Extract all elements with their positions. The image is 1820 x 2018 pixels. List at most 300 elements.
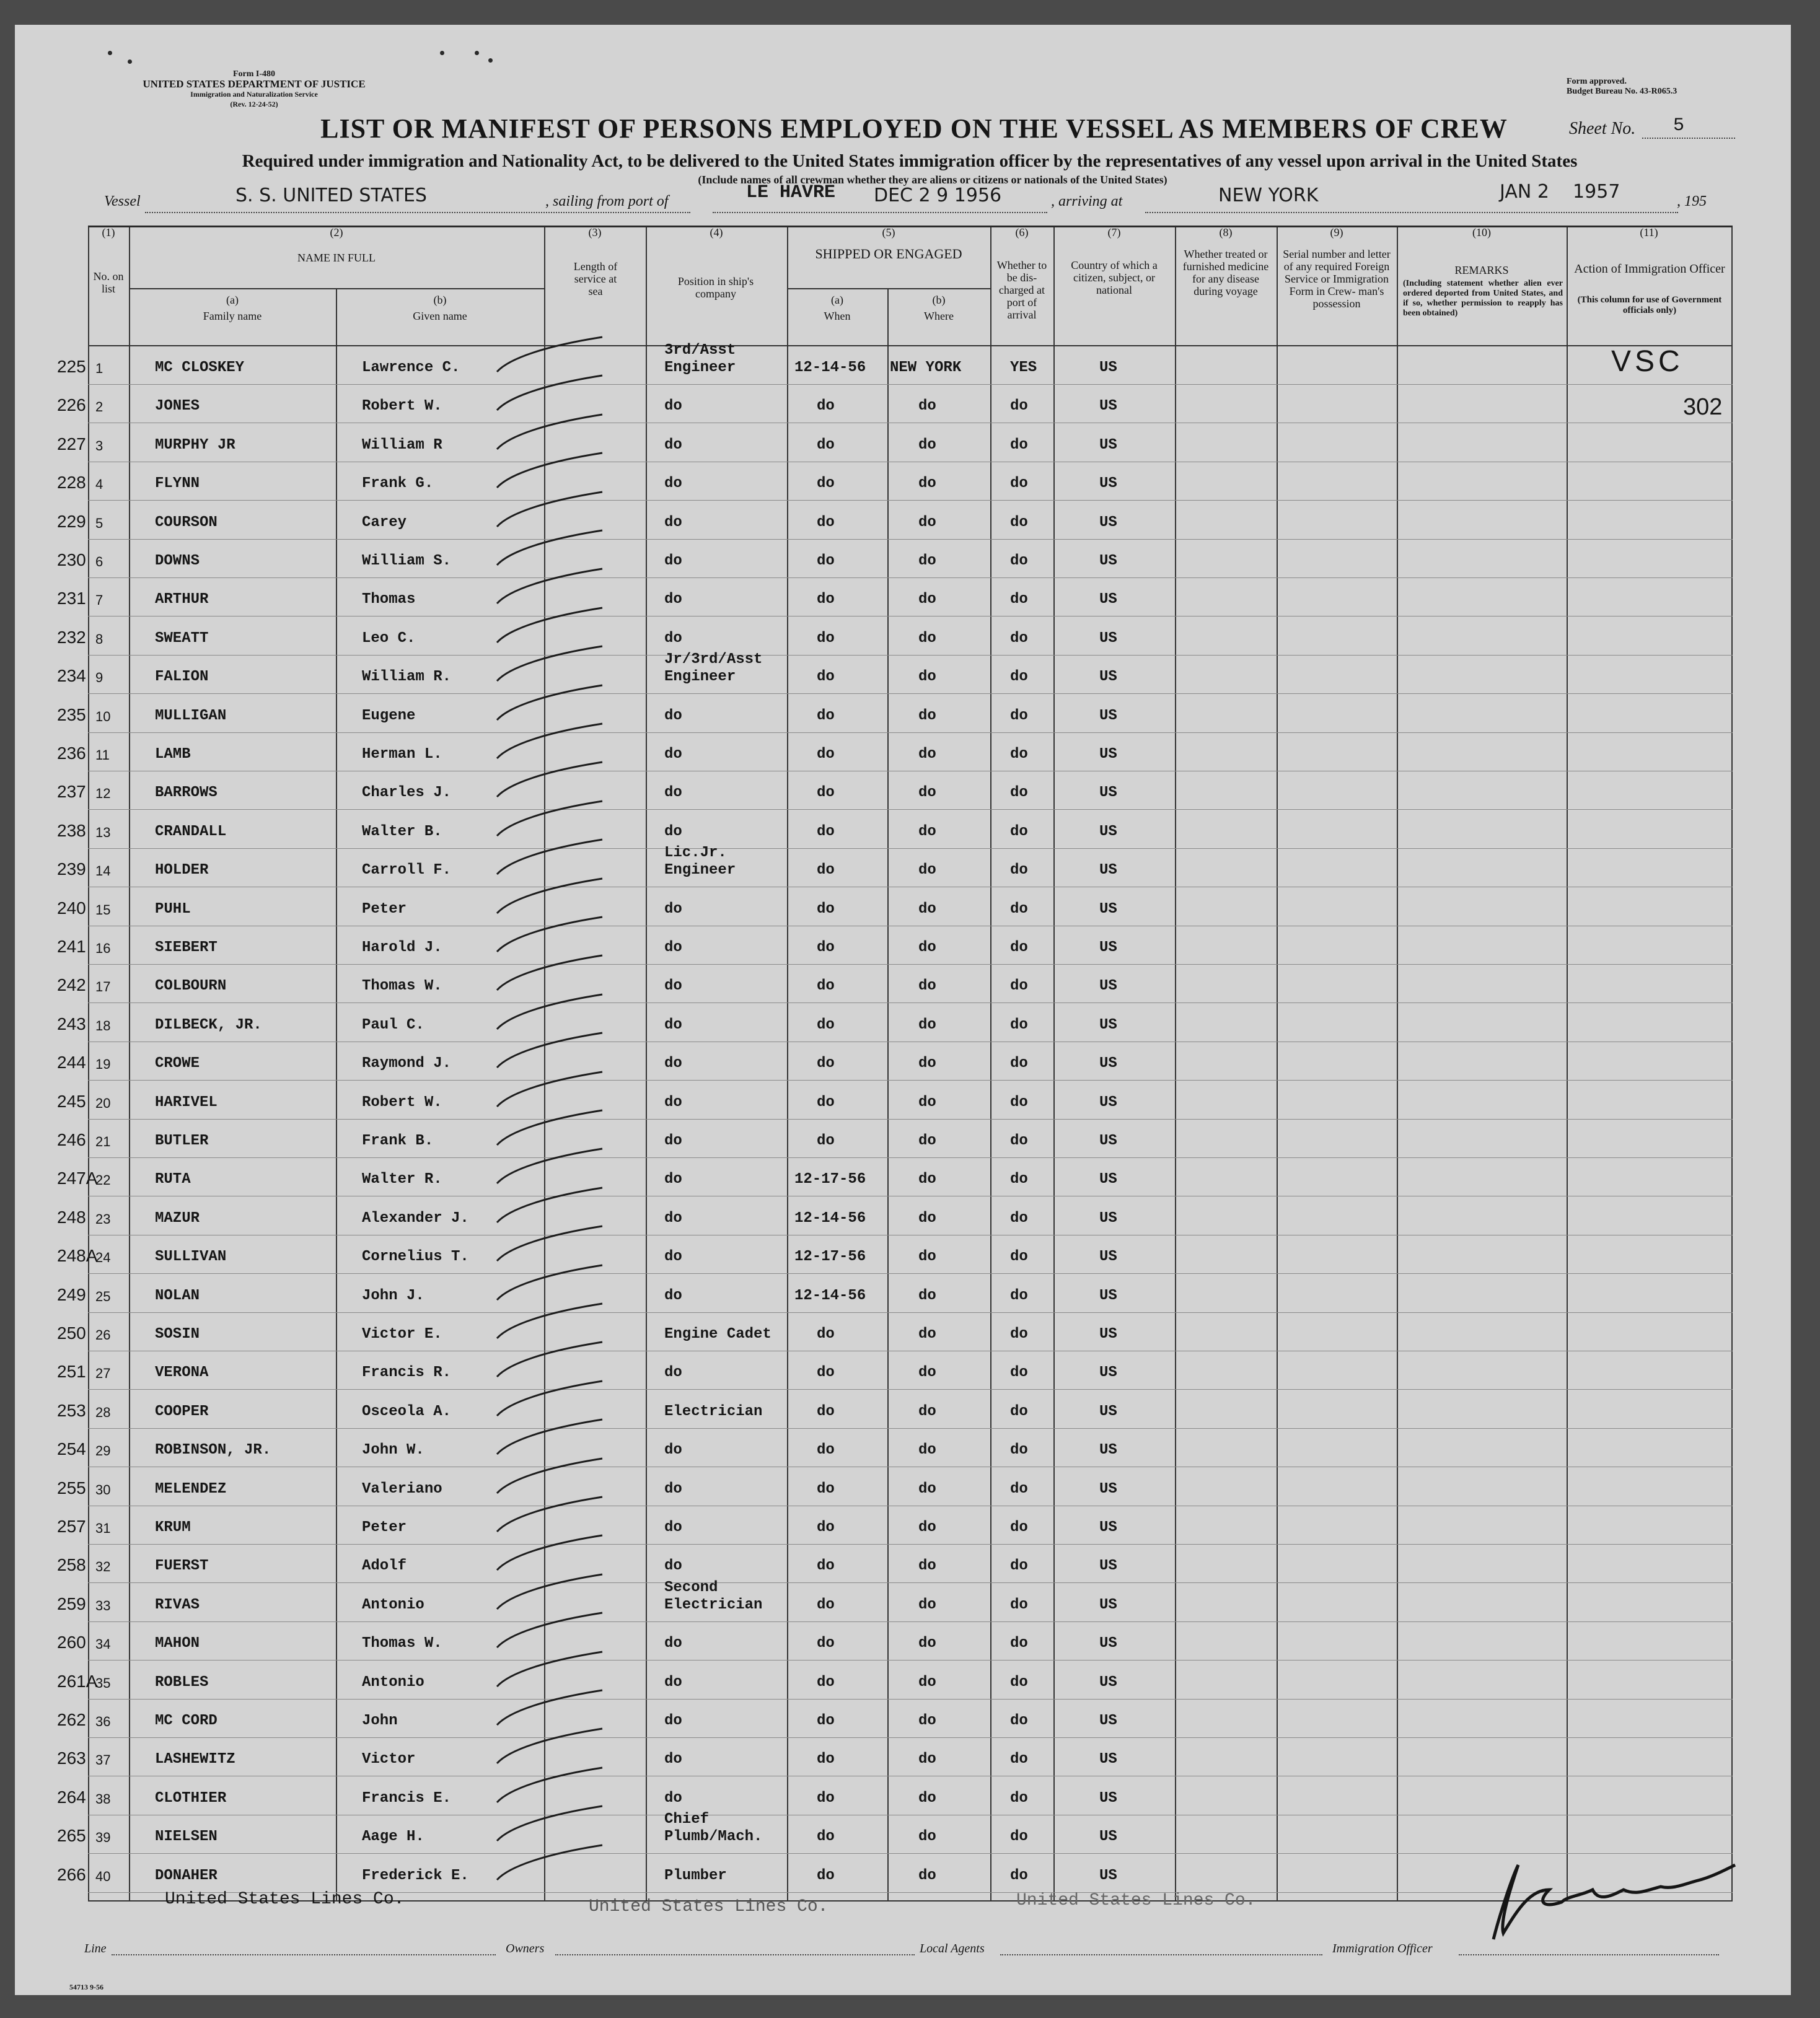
position: do	[664, 1635, 682, 1652]
citizenship-country: US	[1099, 1442, 1117, 1459]
shipped-when: do	[817, 1481, 835, 1498]
list-ref-number: 228	[57, 473, 86, 492]
list-ref-number: 239	[57, 859, 86, 879]
shipped-when: do	[817, 1635, 835, 1652]
citizenship-country: US	[1099, 1326, 1117, 1343]
pen-check-mark	[491, 1068, 615, 1112]
discharged-flag: do	[1010, 514, 1028, 531]
discharged-flag: do	[1010, 978, 1028, 994]
given-name: Walter R.	[362, 1171, 442, 1188]
given-name: Thomas W.	[362, 1635, 442, 1652]
col-num-4: (4)	[710, 226, 723, 239]
table-row	[57, 887, 1733, 926]
citizenship-country: US	[1099, 475, 1117, 492]
family-name: DILBECK, JR.	[155, 1017, 262, 1033]
position: Electrician	[664, 1403, 763, 1420]
row-number: 28	[95, 1405, 111, 1420]
list-ref-number: 255	[57, 1478, 86, 1498]
service-name: Immigration and Naturalization Service	[190, 90, 318, 99]
row-number: 40	[95, 1869, 111, 1884]
family-name: SULLIVAN	[155, 1248, 227, 1265]
given-name: Peter	[362, 901, 407, 918]
pen-check-mark	[491, 875, 615, 918]
port-from: LE HAVRE	[746, 182, 836, 203]
shipped-where: do	[918, 669, 936, 685]
pen-check-mark	[491, 1764, 615, 1807]
table-row	[57, 844, 1733, 887]
row-number: 3	[95, 438, 103, 454]
discharged-flag: do	[1010, 746, 1028, 763]
shipped-where: do	[918, 1133, 936, 1149]
scan-speck	[128, 59, 132, 64]
citizenship-country: US	[1099, 1635, 1117, 1652]
where-letter: (b)	[932, 294, 946, 306]
port-to: NEW YORK	[1218, 185, 1319, 206]
include-note: (Include names of all crewman whether they are aliens or citizens or nationals of the United States)	[698, 173, 1167, 186]
list-ref-number: 249	[57, 1285, 86, 1304]
given-name: Osceola A.	[362, 1403, 452, 1420]
table-row	[57, 1351, 1733, 1390]
position: do	[664, 1210, 682, 1227]
position: do	[664, 1790, 682, 1807]
citizenship-country: US	[1099, 1674, 1117, 1691]
shipped-when: do	[817, 901, 835, 918]
print-code: 54713 9-56	[69, 1983, 103, 1991]
given-name: William R	[362, 437, 442, 454]
pen-stroke	[497, 1381, 602, 1416]
shipped-where: do	[918, 823, 936, 840]
col-num-11: (11)	[1640, 226, 1658, 239]
pen-check-mark	[491, 1184, 615, 1227]
discharged-flag: do	[1010, 1867, 1028, 1884]
table-row	[57, 1081, 1733, 1120]
pen-stroke	[497, 1845, 602, 1880]
given-name: Francis R.	[362, 1364, 452, 1381]
position: do	[664, 437, 682, 454]
citizenship-country: US	[1099, 1094, 1117, 1111]
row-number: 1	[95, 361, 103, 376]
row-number: 19	[95, 1056, 111, 1072]
position: Plumb/Mach.	[664, 1828, 763, 1845]
row-number: 35	[95, 1675, 111, 1691]
pen-check-mark	[491, 1222, 615, 1266]
given-name: Frank B.	[362, 1133, 434, 1149]
pen-stroke	[497, 879, 602, 913]
pen-stroke	[497, 840, 602, 874]
table-row	[57, 1390, 1733, 1429]
family-name: CLOTHIER	[155, 1790, 227, 1807]
table-row	[57, 1579, 1733, 1622]
pen-stroke	[497, 762, 602, 797]
pen-stroke	[497, 337, 602, 372]
where-header: Where	[924, 310, 954, 322]
shipped-when: do	[817, 1674, 835, 1691]
position: do	[664, 398, 682, 415]
shipped-when: do	[817, 514, 835, 531]
discharged-flag: do	[1010, 1713, 1028, 1729]
shipped-where: do	[918, 784, 936, 801]
pen-stroke	[497, 1768, 602, 1802]
pen-check-mark	[491, 758, 615, 802]
shipped-where: do	[918, 1248, 936, 1265]
shipped-when: do	[817, 591, 835, 608]
table-row	[57, 964, 1733, 1003]
shipped-when: 12-14-56	[794, 1210, 866, 1227]
citizenship-country: US	[1099, 398, 1117, 415]
row-number: 27	[95, 1366, 111, 1381]
row-number: 7	[95, 592, 103, 608]
given-name: Carroll F.	[362, 862, 452, 879]
shipped-where: do	[918, 1481, 936, 1498]
shipped-when: do	[817, 862, 835, 879]
pen-check-mark	[491, 682, 615, 725]
shipped-where: do	[918, 1442, 936, 1459]
pen-stroke	[497, 453, 602, 488]
discharged-flag: do	[1010, 475, 1028, 492]
shipped-when: do	[817, 1828, 835, 1845]
position: do	[664, 784, 682, 801]
shipped-when: do	[817, 630, 835, 647]
given-name: Paul C.	[362, 1017, 424, 1033]
shipped-when: do	[817, 978, 835, 994]
shipped-where: do	[918, 1867, 936, 1884]
pen-check-mark	[491, 333, 615, 377]
table-row	[57, 1157, 1733, 1196]
family-name: BARROWS	[155, 784, 218, 801]
shipped-where: do	[918, 939, 936, 956]
pen-stroke	[497, 646, 602, 681]
pen-stroke	[497, 1652, 602, 1687]
shipped-where: do	[918, 1017, 936, 1033]
shipped-where: do	[918, 514, 936, 531]
pen-check-mark	[491, 488, 615, 532]
pen-stroke	[497, 530, 602, 565]
family-name: MAZUR	[155, 1210, 200, 1227]
citizenship-country: US	[1099, 978, 1117, 994]
position: do	[664, 1017, 682, 1033]
shipped-where: do	[918, 1828, 936, 1845]
pen-stroke	[497, 1497, 602, 1532]
position: do	[664, 901, 682, 918]
citizenship-country: US	[1099, 1288, 1117, 1304]
position: do	[664, 1055, 682, 1072]
citizenship-country: US	[1099, 1790, 1117, 1807]
table-row	[57, 1312, 1733, 1351]
list-ref-number: 248A	[57, 1246, 98, 1265]
family-name: JONES	[155, 398, 200, 415]
family-name: MC CLOSKEY	[155, 359, 245, 376]
given-name: Frederick E.	[362, 1867, 469, 1884]
row-number: 25	[95, 1289, 111, 1304]
owners-dotted	[555, 1954, 915, 1955]
action-annotation: 302	[1683, 394, 1723, 420]
family-name: ROBLES	[155, 1674, 209, 1691]
citizenship-country: US	[1099, 1713, 1117, 1729]
shipped-when: do	[817, 823, 835, 840]
citizenship-country: US	[1099, 1171, 1117, 1188]
table-row	[57, 1003, 1733, 1042]
citizenship-country: US	[1099, 823, 1117, 840]
owners-label: Owners	[506, 1942, 545, 1955]
table-row	[57, 1119, 1733, 1158]
given-name: Herman L.	[362, 746, 442, 763]
discharged-flag: do	[1010, 669, 1028, 685]
given-name: Thomas W.	[362, 978, 442, 994]
row-number: 18	[95, 1018, 111, 1033]
citizenship-country: US	[1099, 1403, 1117, 1420]
row-number: 8	[95, 631, 103, 647]
col-num-1: (1)	[102, 226, 115, 239]
shipped-when: do	[817, 1867, 835, 1884]
pen-stroke	[497, 1072, 602, 1107]
family-name: LAMB	[155, 746, 191, 763]
family-name-header: Family name	[203, 310, 262, 322]
list-ref-number: 259	[57, 1594, 86, 1613]
pen-check-mark	[491, 952, 615, 995]
given-name: Antonio	[362, 1674, 424, 1691]
family-name: DONAHER	[155, 1867, 218, 1884]
table-row	[57, 651, 1733, 694]
shipped-when: do	[817, 1558, 835, 1574]
shipped-when: do	[817, 553, 835, 569]
shipped-where: do	[918, 591, 936, 608]
citizenship-country: US	[1099, 784, 1117, 801]
family-name: CRANDALL	[155, 823, 227, 840]
family-name: SOSIN	[155, 1326, 200, 1343]
sailing-label: , sailing from port of	[545, 193, 669, 209]
given-name: Alexander J.	[362, 1210, 469, 1227]
position: do	[664, 1481, 682, 1498]
family-name: COOPER	[155, 1403, 209, 1420]
shipped-engaged-header: SHIPPED OR ENGAGED	[815, 246, 962, 261]
row-number: 24	[95, 1250, 111, 1265]
pen-check-mark	[491, 1841, 615, 1885]
pen-check-mark	[491, 1571, 615, 1614]
row-number: 32	[95, 1559, 111, 1574]
list-ref-number: 247A	[57, 1169, 98, 1188]
list-ref-number: 262	[57, 1710, 86, 1729]
pen-stroke	[497, 1226, 602, 1261]
pen-check-mark	[491, 797, 615, 841]
citizenship-country: US	[1099, 746, 1117, 763]
position: do	[664, 1442, 682, 1459]
shipped-when: do	[817, 939, 835, 956]
agents-label: Local Agents	[920, 1942, 985, 1955]
shipped-when: 12-14-56	[794, 359, 866, 376]
position: do	[664, 553, 682, 569]
pen-check-mark	[491, 372, 615, 415]
list-ref-number: 240	[57, 898, 86, 918]
list-ref-number: 258	[57, 1555, 86, 1574]
discharged-flag: do	[1010, 1288, 1028, 1304]
shipped-when: do	[817, 1519, 835, 1536]
table-row	[57, 462, 1733, 501]
pen-check-mark	[491, 1261, 615, 1305]
when-header: When	[824, 310, 851, 322]
position: do	[664, 978, 682, 994]
row-number: 23	[95, 1211, 111, 1227]
given-name: Charles J.	[362, 784, 452, 801]
pen-stroke	[497, 994, 602, 1029]
document-title: LIST OR MANIFEST OF PERSONS EMPLOYED ON THE VESSEL AS MEMBERS OF CREW	[320, 113, 1508, 144]
family-name: MURPHY JR	[155, 437, 235, 454]
list-ref-number: 254	[57, 1439, 86, 1459]
shipped-when: do	[817, 1751, 835, 1768]
pen-stroke	[497, 801, 602, 836]
table-row	[57, 1811, 1733, 1854]
discharged-flag: do	[1010, 553, 1028, 569]
position: Electrician	[664, 1597, 763, 1613]
citizenship-country: US	[1099, 1597, 1117, 1613]
shipped-where: do	[918, 708, 936, 724]
pen-check-mark	[491, 1493, 615, 1537]
discharged-flag: do	[1010, 784, 1028, 801]
col-num-8: (8)	[1219, 226, 1233, 239]
list-ref-number: 241	[57, 937, 86, 956]
shipped-when: do	[817, 475, 835, 492]
table-row	[57, 1274, 1733, 1313]
pen-stroke	[497, 1419, 602, 1454]
scan-speck	[440, 51, 444, 55]
table-row	[57, 1699, 1733, 1738]
discharged-flag: do	[1010, 1558, 1028, 1574]
shipped-where: do	[918, 553, 936, 569]
family-name: FALION	[155, 669, 209, 685]
budget-line-2: Budget Bureau No. 43-R065.3	[1567, 87, 1677, 96]
vessel-line	[145, 212, 690, 213]
given-name: William R.	[362, 669, 452, 685]
shipped-where: do	[918, 978, 936, 994]
list-ref-number: 265	[57, 1826, 86, 1845]
discharged-flag: do	[1010, 1635, 1028, 1652]
table-row	[57, 616, 1733, 656]
citizenship-country: US	[1099, 1248, 1117, 1265]
position-line-1: Second	[664, 1579, 718, 1596]
department-name: UNITED STATES DEPARTMENT OF JUSTICE	[143, 78, 366, 90]
pen-check-mark	[491, 527, 615, 570]
shipped-when: do	[817, 1713, 835, 1729]
position: Engine Cadet	[664, 1326, 772, 1343]
discharged-flag: do	[1010, 1403, 1028, 1420]
pen-stroke	[497, 1304, 602, 1338]
shipped-when: do	[817, 1326, 835, 1343]
position-line-1: Jr/3rd/Asst	[664, 651, 763, 668]
col-num-10: (10)	[1472, 226, 1491, 239]
family-name: ARTHUR	[155, 591, 209, 608]
row-number: 4	[95, 476, 103, 492]
table-row	[57, 1428, 1733, 1467]
list-ref-number: 263	[57, 1748, 86, 1768]
pen-stroke	[497, 608, 602, 643]
discharged-flag: do	[1010, 1481, 1028, 1498]
list-ref-number: 238	[57, 821, 86, 840]
citizenship-country: US	[1099, 1055, 1117, 1072]
table-row	[57, 539, 1733, 578]
family-name-letter: (a)	[226, 294, 239, 306]
given-name: Walter B.	[362, 823, 442, 840]
pen-stroke	[497, 1265, 602, 1300]
pen-check-mark	[491, 1532, 615, 1575]
given-name: Thomas	[362, 591, 416, 608]
col-num-2: (2)	[330, 226, 343, 239]
shipped-when: do	[817, 746, 835, 763]
pen-stroke	[497, 955, 602, 990]
shipped-where: do	[918, 1519, 936, 1536]
shipped-where: do	[918, 398, 936, 415]
given-name: John J.	[362, 1288, 424, 1304]
discharged-flag: do	[1010, 1055, 1028, 1072]
discharged-flag: do	[1010, 823, 1028, 840]
table-row	[57, 384, 1733, 423]
shipped-when: do	[817, 1790, 835, 1807]
shipped-when: do	[817, 1597, 835, 1613]
pen-stroke	[497, 1033, 602, 1068]
pen-check-mark	[491, 720, 615, 763]
row-number: 38	[95, 1791, 111, 1807]
position: Engineer	[664, 359, 736, 376]
discharged-flag: do	[1010, 1326, 1028, 1343]
given-name: Victor E.	[362, 1326, 442, 1343]
list-ref-number: 261A	[57, 1672, 98, 1691]
shipped-where: NEW YORK	[890, 359, 962, 376]
shipped-when: 12-14-56	[794, 1288, 866, 1304]
shipped-where: do	[918, 1674, 936, 1691]
pen-stroke	[497, 569, 602, 603]
given-name: John	[362, 1713, 398, 1729]
pen-stroke	[497, 415, 602, 449]
family-name: FUERST	[155, 1558, 209, 1574]
position: do	[664, 1751, 682, 1768]
country-header: Country of which a citizen, subject, or national	[1071, 259, 1158, 296]
position: do	[664, 630, 682, 647]
shipped-when: do	[817, 1055, 835, 1072]
discharged-flag: do	[1010, 1133, 1028, 1149]
shipped-where: do	[918, 437, 936, 454]
given-name: John W.	[362, 1442, 424, 1459]
family-name: KRUM	[155, 1519, 191, 1536]
shipped-when: do	[817, 1403, 835, 1420]
given-name: Frank G.	[362, 475, 434, 492]
row-number: 29	[95, 1443, 111, 1459]
list-ref-number: 229	[57, 512, 86, 531]
shipped-where: do	[918, 1713, 936, 1729]
given-name: Raymond J.	[362, 1055, 452, 1072]
shipped-where: do	[918, 1171, 936, 1188]
given-name: Cornelius T.	[362, 1248, 469, 1265]
row-number: 33	[95, 1598, 111, 1613]
given-name: Robert W.	[362, 1094, 442, 1111]
position: do	[664, 1248, 682, 1265]
row-number: 22	[95, 1172, 111, 1188]
shipped-when: do	[817, 1133, 835, 1149]
position: do	[664, 823, 682, 840]
citizenship-country: US	[1099, 514, 1117, 531]
citizenship-country: US	[1099, 630, 1117, 647]
list-ref-number: 248	[57, 1208, 86, 1227]
shipped-when: do	[817, 437, 835, 454]
pen-check-mark	[491, 1338, 615, 1382]
length-header: Length of service at sea	[573, 260, 618, 297]
list-ref-number: 242	[57, 975, 86, 994]
pen-check-mark	[491, 1145, 615, 1188]
pen-stroke	[497, 1110, 602, 1145]
arriving-label: , arriving at	[1051, 193, 1123, 209]
position: Plumber	[664, 1867, 727, 1884]
pen-stroke	[497, 1149, 602, 1183]
pen-check-mark	[491, 1377, 615, 1421]
pen-check-mark	[491, 1609, 615, 1652]
row-number: 34	[95, 1636, 111, 1652]
